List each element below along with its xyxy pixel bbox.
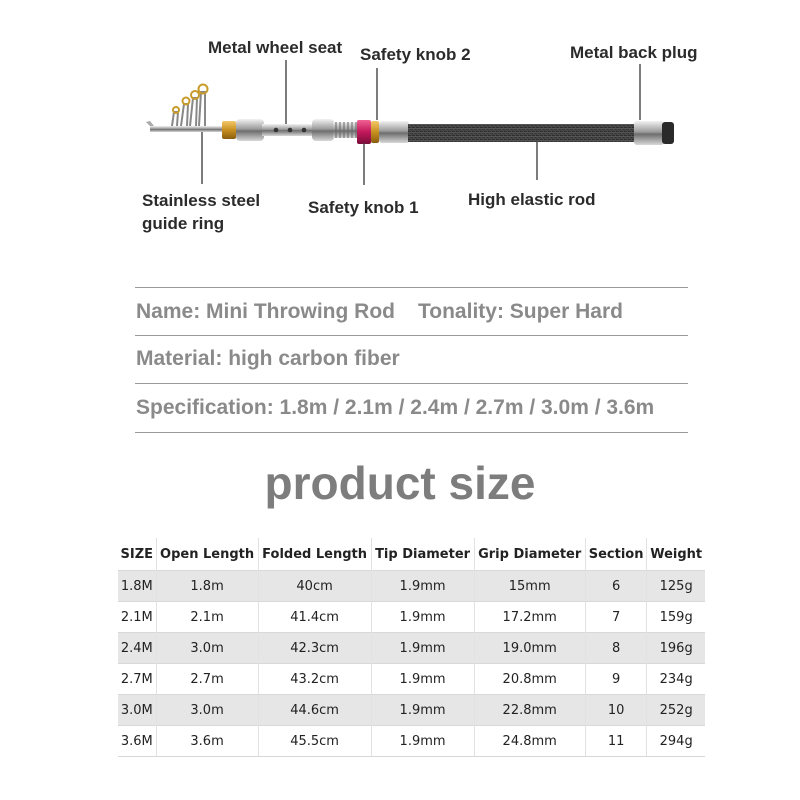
table-cell: 3.0m <box>156 695 258 726</box>
table-cell: 42.3cm <box>258 633 371 664</box>
table-cell: 234g <box>647 664 705 695</box>
table-header: Section <box>585 538 646 571</box>
table-cell: 7 <box>585 602 646 633</box>
table-cell: 2.7M <box>118 664 156 695</box>
table-cell: 6 <box>585 571 646 602</box>
high-elastic-rod-label: High elastic rod <box>468 190 596 209</box>
metal-wheel-seat-label: Metal wheel seat <box>208 38 343 57</box>
table-cell: 252g <box>647 695 705 726</box>
spec-specification: Specification: 1.8m / 2.1m / 2.4m / 2.7m / 3.0m / 3.6m <box>136 396 655 419</box>
spec-tonality: Tonality: Super Hard <box>418 300 623 323</box>
table-cell: 9 <box>585 664 646 695</box>
metal-wheel-seat <box>236 119 334 141</box>
spec-material: Material: high carbon fiber <box>136 347 400 370</box>
table-cell: 19.0mm <box>474 633 585 664</box>
safety-knob-gold <box>371 121 379 143</box>
table-cell: 41.4cm <box>258 602 371 633</box>
table-cell: 196g <box>647 633 705 664</box>
table-cell: 17.2mm <box>474 602 585 633</box>
metal-back-plug-label: Metal back plug <box>570 43 698 62</box>
divider <box>135 287 688 288</box>
table-cell: 45.5cm <box>258 726 371 757</box>
fishing-rod-illustration <box>0 0 800 260</box>
divider <box>135 432 688 433</box>
table-cell: 294g <box>647 726 705 757</box>
carbon-rod-body <box>408 124 636 142</box>
table-cell: 1.9mm <box>371 633 474 664</box>
table-cell: 2.1M <box>118 602 156 633</box>
divider <box>135 335 688 336</box>
table-header: Folded Length <box>258 538 371 571</box>
guide-ring-label-line1: Stainless steel <box>142 191 261 210</box>
thread-section <box>333 122 358 138</box>
table-cell: 1.9mm <box>371 695 474 726</box>
section-title: product size <box>264 457 536 509</box>
table-cell: 10 <box>585 695 646 726</box>
table-cell: 15mm <box>474 571 585 602</box>
table-header: Open Length <box>156 538 258 571</box>
table-cell: 44.6cm <box>258 695 371 726</box>
rod-collar <box>379 121 409 143</box>
table-cell: 3.6M <box>118 726 156 757</box>
table-cell: 1.9mm <box>371 571 474 602</box>
table-cell: 1.9mm <box>371 726 474 757</box>
table-row <box>118 695 705 726</box>
divider <box>135 383 688 384</box>
table-cell: 2.4M <box>118 633 156 664</box>
safety-knob-2-label: Safety knob 2 <box>360 45 471 64</box>
callout-lines <box>202 60 640 185</box>
table-row <box>118 633 705 664</box>
safety-knob-1-label: Safety knob 1 <box>308 198 419 217</box>
table-cell: 3.0M <box>118 695 156 726</box>
table-cell: 3.0m <box>156 633 258 664</box>
guide-ring-label-line2: guide ring <box>142 214 225 233</box>
table-cell: 125g <box>647 571 705 602</box>
table-cell: 2.1m <box>156 602 258 633</box>
table-cell: 11 <box>585 726 646 757</box>
table-cell: 8 <box>585 633 646 664</box>
table-header-row <box>118 538 705 571</box>
size-table <box>118 538 705 757</box>
table-header: SIZE <box>118 538 156 571</box>
table-cell: 40cm <box>258 571 371 602</box>
table-header: Grip Diameter <box>474 538 585 571</box>
table-cell: 20.8mm <box>474 664 585 695</box>
table-header: Tip Diameter <box>371 538 474 571</box>
table-cell: 1.8M <box>118 571 156 602</box>
table-header: Weight <box>650 546 703 562</box>
safety-knob-red <box>357 120 371 144</box>
table-cell: 24.8mm <box>474 726 585 757</box>
spec-name: Name: Mini Throwing Rod <box>136 300 395 323</box>
guide-rings <box>146 85 225 133</box>
table-cell: 3.6m <box>156 726 258 757</box>
table-cell: 43.2cm <box>258 664 371 695</box>
table-cell: 1.8m <box>156 571 258 602</box>
table-row <box>118 602 705 633</box>
table-cell: 22.8mm <box>474 695 585 726</box>
table-cell: 1.9mm <box>371 664 474 695</box>
table-row <box>118 571 705 602</box>
metal-back-plug <box>634 121 674 145</box>
table-row <box>118 726 705 757</box>
table-cell: 2.7m <box>156 664 258 695</box>
table-cell: 159g <box>647 602 705 633</box>
table-row <box>118 664 705 695</box>
table-cell: 1.9mm <box>371 602 474 633</box>
gold-ring <box>222 121 236 139</box>
